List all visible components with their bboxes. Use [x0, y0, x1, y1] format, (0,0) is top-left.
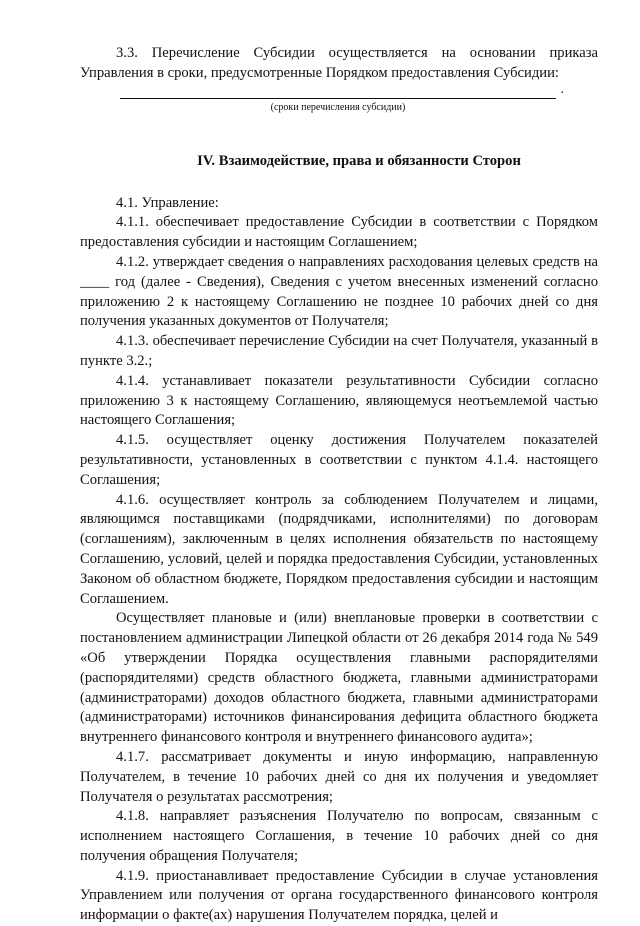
paragraph-4-1-8: 4.1.8. направляет разъяснения Получателю по вопросам, связанным с исполнением настоящего Соглашения, в течение 10 рабочих дней со дня получения обращения Получателя;: [80, 808, 598, 864]
line-caption: (сроки перечисления субсидии): [270, 101, 406, 113]
paragraph-4-1-2: 4.1.2. утверждает сведения о направлениях расходования целевых средств на ____ год (далее - Сведения), Сведения с учетом внесенных изменений согласно приложению 2 к настоящему Соглашению не позднее 10 рабочих дней со дня получения указанных документов от Получателя;: [80, 253, 598, 330]
paragraph-4-1-6-checks: Осуществляет плановые и (или) внеплановые проверки в соответствии с постановлением администрации Липецкой области от 26 декабря 2014 года № 549 «Об утверждении Порядка осуществления главными распорядителями (распорядителями) средств областного бюджета, главными администраторами (администраторами) доходов областного бюджета, главными администраторами (администраторами) источников финансирования дефицита областного бюджета внутреннего финансового контроля и внутреннего финансового аудита»;: [80, 610, 598, 746]
section-heading: IV. Взаимодействие, права и обязанности Сторон: [197, 152, 521, 169]
paragraph-4-1-6: 4.1.6. осуществляет контроль за соблюдением Получателем и лицами, являющимся поставщиками (подрядчиками, исполнителями) по договорам (соглашениям), заключенным в целях исполнения обязательств по настоящему Соглашению, условий, целей и порядка предоставления Субсидии, установленных Законом об областном бюджете, Порядком предоставления субсидии и настоящим Соглашением.: [80, 491, 598, 607]
paragraph-4-1-9: 4.1.9. приостанавливает предоставление Субсидии в случае установления Управлением или получения от органа государственного финансового контроля информации о факте(ах) нарушения Получателем порядка, целей и: [80, 867, 598, 924]
paragraph-3-3: 3.3. Перечисление Субсидии осуществляется на основании приказа Управления в сроки, предусмотренные Порядком предоставления Субсидии:: [80, 45, 598, 81]
fill-in-line: [120, 81, 564, 99]
paragraph-4-1-1: 4.1.1. обеспечивает предоставление Субсидии в соответствии с Порядком предоставления субсидии и настоящим Соглашением;: [80, 214, 598, 251]
paragraph-4-1-4: 4.1.4. устанавливает показатели результативности Субсидии согласно приложению 3 к настоящему Соглашению, являющемуся неотъемлемой частью настоящего Соглашения;: [80, 372, 598, 429]
paragraph-4-1-3: 4.1.3. обеспечивает перечисление Субсидии на счет Получателя, указанный в пункте 3.2.;: [80, 333, 598, 369]
line-end-dot: .: [560, 81, 564, 97]
paragraph-4-1-7: 4.1.7. рассматривает документы и иную информацию, направленную Получателем, в течение 10 рабочих дней со дня их получения и уведомляет Получателя о результатах рассмотрения;: [80, 748, 598, 805]
paragraph-4-1-5: 4.1.5. осуществляет оценку достижения Получателем показателей результативности, установленных в соответствии с пунктом 4.1.4. настоящего Соглашения;: [80, 432, 598, 488]
paragraph-4-1: 4.1. Управление:: [116, 194, 219, 211]
